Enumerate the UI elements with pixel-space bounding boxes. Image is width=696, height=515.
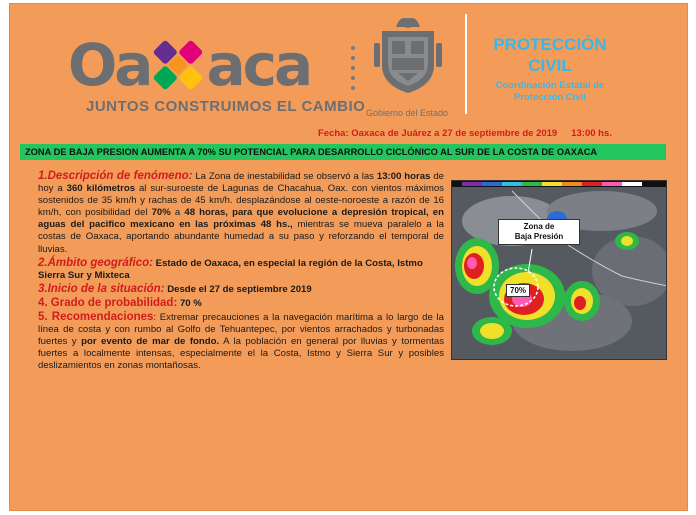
tagline: JUNTOS CONSTRUIMOS EL CAMBIO — [86, 98, 366, 115]
dotted-separator — [351, 46, 355, 96]
oaxaca-x-icon — [148, 35, 208, 95]
time-text: 13:00 hs. — [571, 128, 612, 139]
satellite-map-graphic — [452, 181, 667, 360]
date-text: Fecha: Oaxaca de Juárez a 27 de septiembre de 2019 — [318, 128, 558, 139]
proteccion-civil-title: PROTECCIÓN CIVIL — [493, 35, 607, 75]
section-geographic: 2.Ámbito geográfico: Estado de Oaxaca, en especial la región de la Costa, Istmo Sierra Sur y Mixteca — [38, 256, 423, 281]
logo-text-right: aca — [206, 31, 311, 99]
logo-text-left: Oa — [68, 31, 151, 99]
section-recommendations: 5. Recomendaciones: Extremar precauciones a la navegación marítima a lo largo de la línea de costa y con rumbo al Golfo de Tehuantepec, por vientos arrachados y turbonadas fuertes y por evento de mar de fondo. A la población en general por lluvias y tormentas fuertes a localmente intensas, especialmente el la Costa, Istmo y Sierra Sur y posibles deslizamientos en zonas montañosas. — [38, 311, 444, 372]
low-pressure-label: Zona de Baja Presión — [498, 219, 580, 245]
satellite-image — [451, 180, 667, 360]
bulletin-body — [38, 170, 444, 374]
date-line — [318, 128, 612, 139]
state-seal-icon — [374, 13, 442, 95]
oaxaca-logo — [68, 32, 310, 98]
headline-banner: ZONA DE BAJA PRESION AUMENTA A 70% SU POTENCIAL PARA DESARROLLO CICLÓNICO AL SUR DE LA COSTA DE OAXACA — [20, 144, 666, 160]
header-divider — [465, 14, 467, 114]
gobierno-label: Gobierno del Estado — [366, 108, 449, 118]
percent-label: 70% — [506, 284, 530, 297]
section-start: 3.Inicio de la situación: Desde el 27 de septiembre 2019 — [38, 282, 312, 295]
section-probability: 4. Grado de probabilidad: 70 % — [38, 296, 202, 309]
proteccion-civil-subtitle: Coordinación Estatal de Protección Civil — [495, 80, 605, 103]
section-description: 1.Descripción de fenómeno: La Zona de inestabilidad se observó a las 13:00 horas de hoy a 360 kilómetros al sur-suroeste de Lagunas de Chacahua, Oax. con vientos máximos sostenidos de 35 km/h y rachas de 45 km/h. desplazándose al oeste-noroeste a razón de 16 km/h, con posibilidad del 70% a 48 horas, para que evolucione a depresión tropical, en aguas del pacifico mexicano en las próximas 48 hs., mientras se mueva paralelo a la costas de Oaxaca, aportando abundante humedad a su paso y reforzando el temporal de lluvias. — [38, 170, 444, 255]
